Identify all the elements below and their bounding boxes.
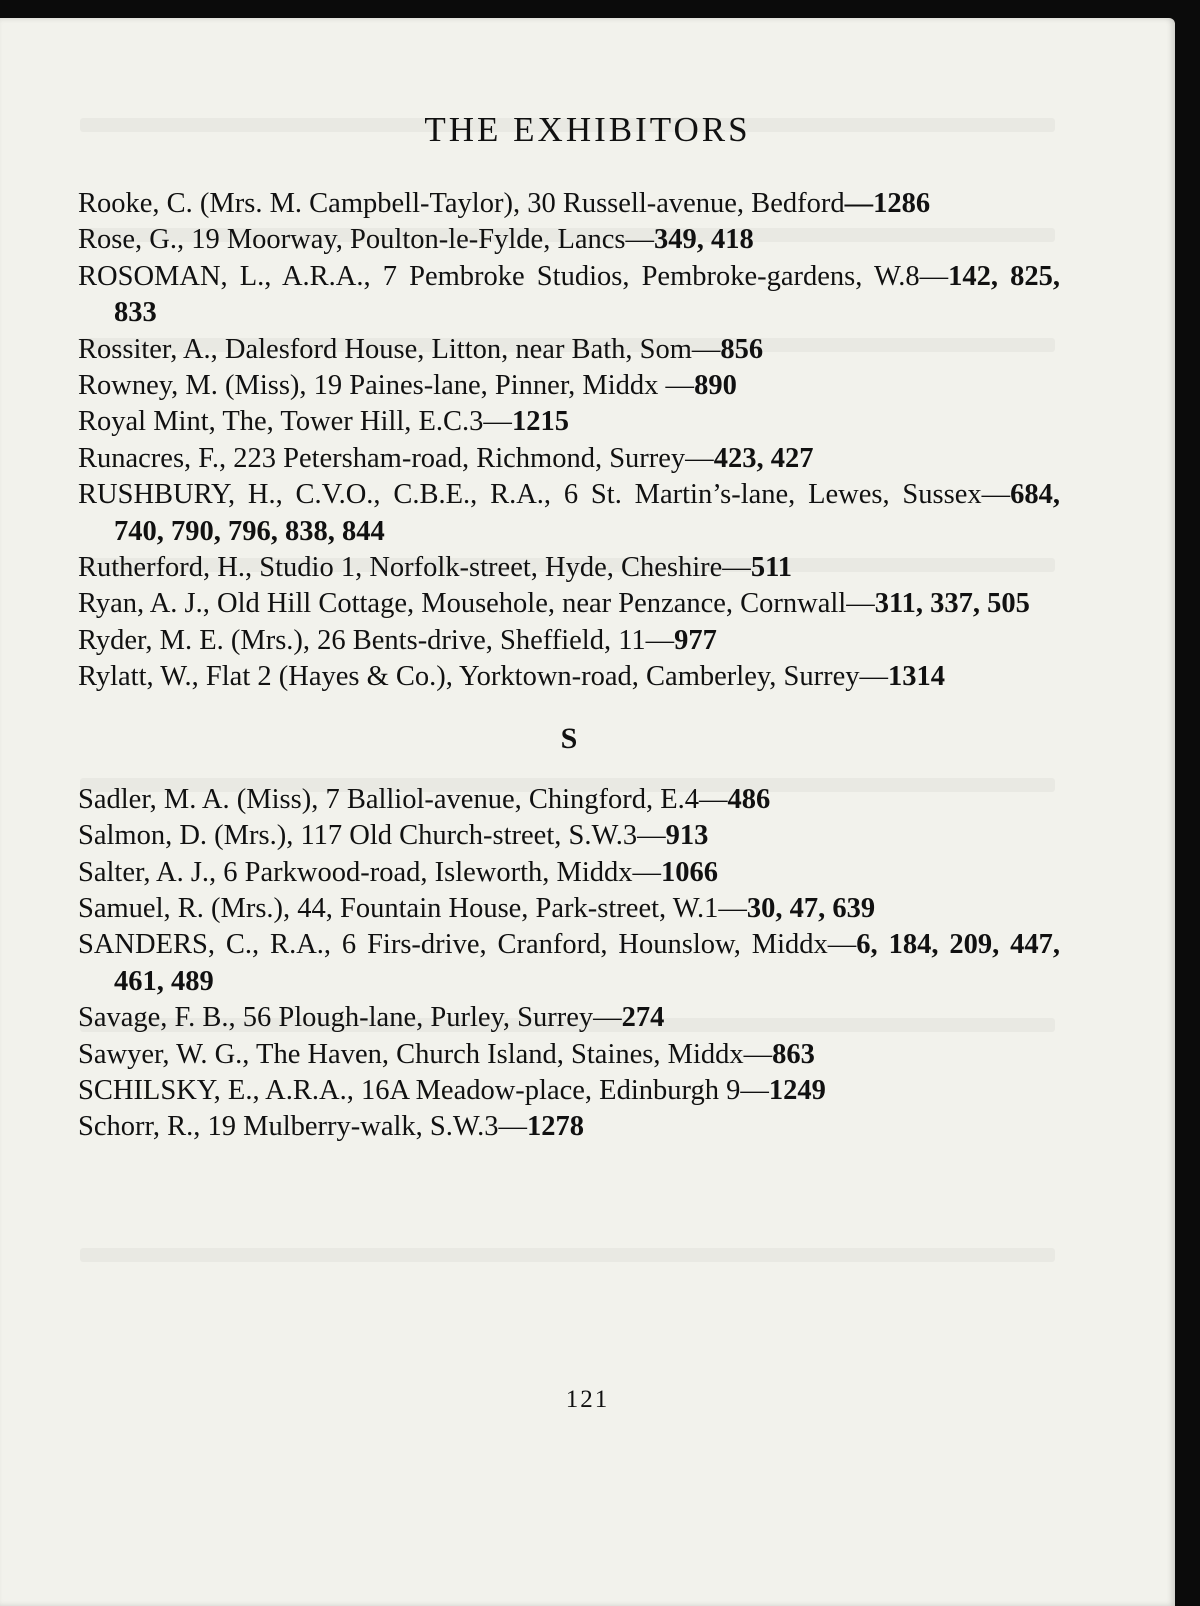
list-item: Sawyer, W. G., The Haven, Church Island, Staines, Middx—863	[78, 1038, 815, 1070]
book-page	[0, 18, 1175, 1606]
list-item: Runacres, F., 223 Petersham-road, Richmond, Surrey—423, 427	[78, 442, 814, 474]
list-item: SCHILSKY, E., A.R.A., 16A Meadow-place, Edinburgh 9—1249	[78, 1074, 826, 1106]
list-item: ROSOMAN, L., A.R.A., 7 Pembroke Studios, Pembroke-gardens, W.8—142, 825, 833	[78, 260, 1061, 329]
page-number: 121	[565, 1386, 610, 1413]
list-item: Salmon, D. (Mrs.), 117 Old Church-street, S.W.3—913	[78, 820, 709, 852]
list-item: Rossiter, A., Dalesford House, Litton, near Bath, Som—856	[78, 333, 764, 365]
list-item: Rose, G., 19 Moorway, Poulton-le-Fylde, Lancs—349, 418	[78, 224, 754, 256]
list-item: RUSHBURY, H., C.V.O., C.B.E., R.A., 6 St. Martin’s-lane, Lewes, Sussex—684, 740, 790, 796, 838, 844	[78, 479, 1060, 547]
exhibitor-list	[78, 186, 1060, 1146]
list-item: Ryan, A. J., Old Hill Cottage, Mousehole, near Penzance, Cornwall—311, 337, 505	[78, 588, 1030, 620]
list-item: Sadler, M. A. (Miss), 7 Balliol-avenue, Chingford, E.4—486	[78, 783, 771, 815]
list-item: Rutherford, H., Studio 1, Norfolk-street, Hyde, Cheshire—511	[78, 552, 792, 584]
list-item: Royal Mint, The, Tower Hill, E.C.3—1215	[78, 406, 569, 438]
list-item: Savage, F. B., 56 Plough-lane, Purley, Surrey—274	[78, 1002, 665, 1034]
list-item: Ryder, M. E. (Mrs.), 26 Bents-drive, Sheffield, 11—977	[78, 624, 717, 656]
page-heading: THE EXHIBITORS	[424, 110, 751, 149]
list-item: Rylatt, W., Flat 2 (Hayes & Co.), Yorktown-road, Camberley, Surrey—1314	[78, 661, 945, 693]
list-item: SANDERS, C., R.A., 6 Firs-drive, Cranford, Hounslow, Middx—6, 184, 209, 447, 461, 489	[78, 929, 1061, 997]
section-letter: S	[560, 721, 578, 755]
list-item: Rowney, M. (Miss), 19 Paines-lane, Pinner, Middx —890	[78, 370, 737, 402]
list-item: Rooke, C. (Mrs. M. Campbell-Taylor), 30 Russell-avenue, Bedford—1286	[78, 188, 931, 219]
list-item: Samuel, R. (Mrs.), 44, Fountain House, Park-street, W.1—30, 47, 639	[78, 892, 876, 924]
list-item: Schorr, R., 19 Mulberry-walk, S.W.3—1278	[78, 1111, 585, 1143]
show-through	[80, 1248, 1055, 1262]
list-item: Salter, A. J., 6 Parkwood-road, Isleworth, Middx—1066	[78, 856, 719, 888]
